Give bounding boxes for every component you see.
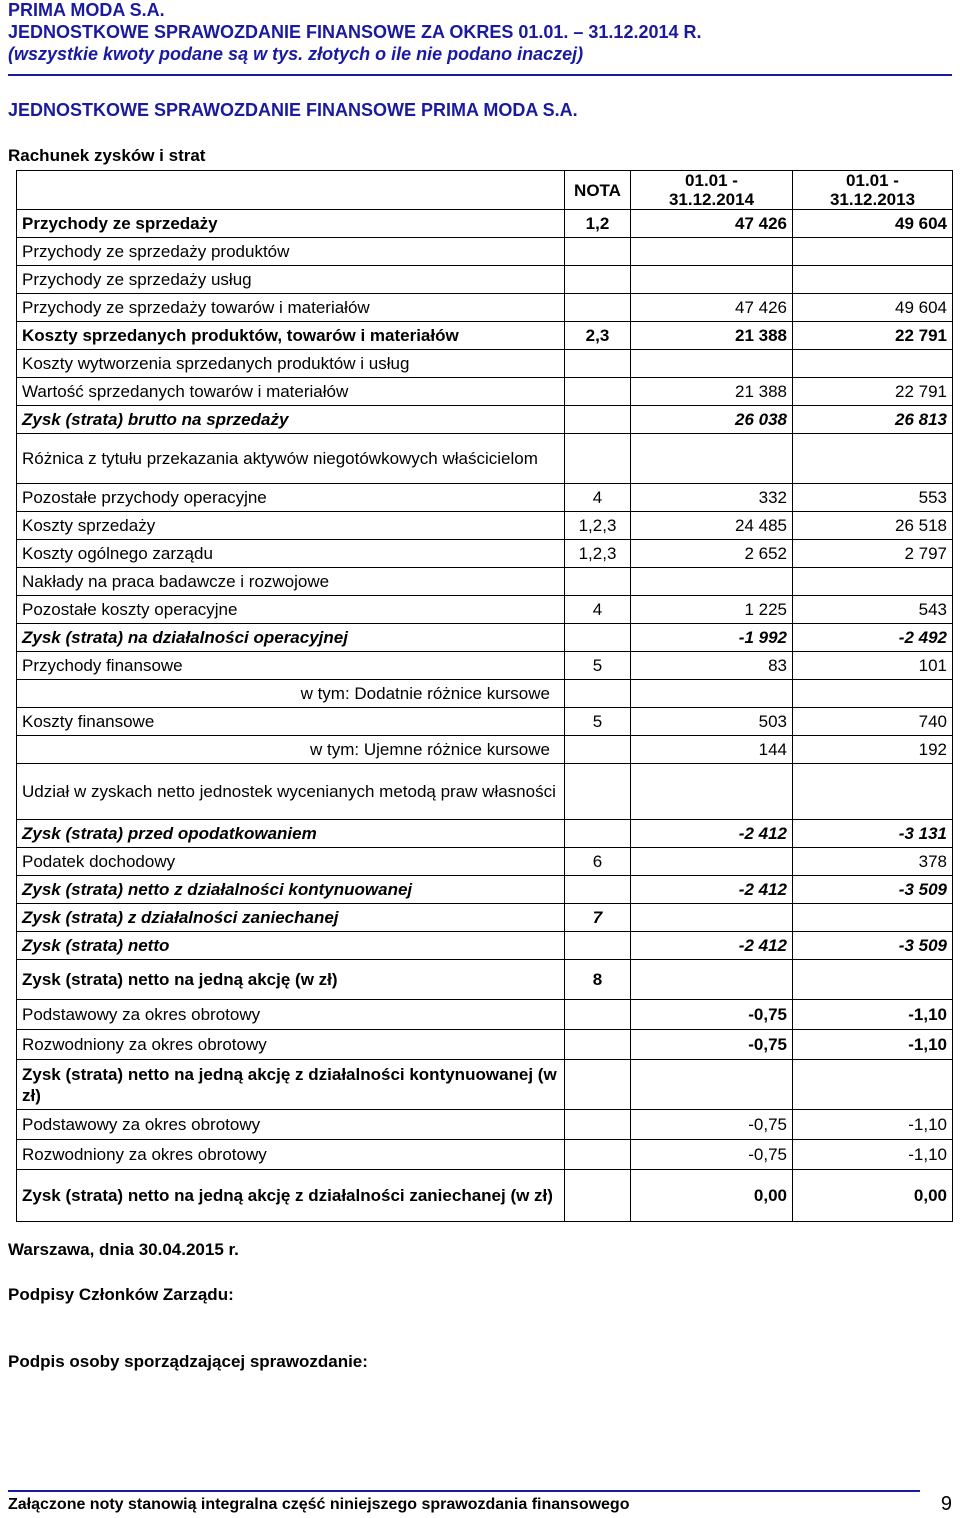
table-row xyxy=(17,484,953,512)
period-2014-line1: 01.01 - xyxy=(685,171,738,190)
row-value-2013: 49 604 xyxy=(793,210,953,238)
row-value-2013: 2 797 xyxy=(793,540,953,568)
row-nota: 7 xyxy=(565,904,631,932)
row-value-2013: 26 518 xyxy=(793,512,953,540)
period-2013-line2: 31.12.2013 xyxy=(829,190,916,209)
row-label: Pozostałe koszty operacyjne xyxy=(17,596,565,624)
row-label: Zysk (strata) na działalności operacyjnej xyxy=(17,624,565,652)
amounts-note: (wszystkie kwoty podane są w tys. złotych o ile nie podano inaczej) xyxy=(8,44,584,64)
row-nota: 1,2 xyxy=(565,210,631,238)
header-blank-cell xyxy=(17,171,565,210)
table-row xyxy=(17,1000,953,1030)
row-value-2013: 22 791 xyxy=(793,322,953,350)
income-statement-table xyxy=(16,170,953,1222)
row-value-2014: 332 xyxy=(631,484,793,512)
row-value-2013 xyxy=(793,266,953,294)
row-value-2014 xyxy=(631,904,793,932)
row-nota: 4 xyxy=(565,484,631,512)
row-value-2013: 553 xyxy=(793,484,953,512)
row-value-2013: -1,10 xyxy=(793,1000,953,1030)
row-nota: 2,3 xyxy=(565,322,631,350)
row-value-2013 xyxy=(793,1060,953,1110)
row-nota: 5 xyxy=(565,708,631,736)
row-value-2014: -0,75 xyxy=(631,1000,793,1030)
row-label: Koszty wytworzenia sprzedanych produktów i usług xyxy=(17,350,565,378)
row-value-2014 xyxy=(631,350,793,378)
row-nota xyxy=(565,568,631,596)
row-nota: 6 xyxy=(565,848,631,876)
row-label: Wartość sprzedanych towarów i materiałów xyxy=(17,378,565,406)
row-label: Przychody ze sprzedaży usług xyxy=(17,266,565,294)
page-number: 9 xyxy=(940,1493,952,1515)
company-name: PRIMA MODA S.A. xyxy=(8,0,165,20)
row-label: Przychody ze sprzedaży produktów xyxy=(17,238,565,266)
row-nota xyxy=(565,876,631,904)
row-label: Koszty sprzedaży xyxy=(17,512,565,540)
row-label: w tym: Dodatnie różnice kursowe xyxy=(17,680,565,708)
row-value-2013 xyxy=(793,434,953,484)
row-value-2013: 101 xyxy=(793,652,953,680)
table-row xyxy=(17,820,953,848)
row-nota xyxy=(565,932,631,960)
row-value-2014 xyxy=(631,764,793,820)
row-label: Przychody ze sprzedaży xyxy=(17,210,565,238)
table-row xyxy=(17,322,953,350)
table-row xyxy=(17,652,953,680)
row-value-2014 xyxy=(631,434,793,484)
table-row xyxy=(17,210,953,238)
row-label: Zysk (strata) z działalności zaniechanej xyxy=(17,904,565,932)
row-value-2014: 47 426 xyxy=(631,210,793,238)
table-row xyxy=(17,540,953,568)
row-nota xyxy=(565,820,631,848)
row-label: Zysk (strata) netto na jedną akcję (w zł) xyxy=(17,960,565,1000)
row-nota xyxy=(565,624,631,652)
row-label: Udział w zyskach netto jednostek wycenianych metodą praw własności xyxy=(17,764,565,820)
table-row xyxy=(17,876,953,904)
period-2014-line2: 31.12.2014 xyxy=(668,190,755,209)
row-value-2014 xyxy=(631,238,793,266)
table-header-row xyxy=(17,171,953,210)
row-nota: 5 xyxy=(565,652,631,680)
row-value-2013: -3 509 xyxy=(793,876,953,904)
row-nota: 1,2,3 xyxy=(565,512,631,540)
row-value-2013: 0,00 xyxy=(793,1170,953,1222)
row-value-2014: -0,75 xyxy=(631,1030,793,1060)
period-2013-column-header xyxy=(793,171,953,210)
row-value-2014: 47 426 xyxy=(631,294,793,322)
row-nota xyxy=(565,1000,631,1030)
row-label: Przychody ze sprzedaży towarów i materiałów xyxy=(17,294,565,322)
row-value-2013: -1,10 xyxy=(793,1110,953,1140)
table-row xyxy=(17,406,953,434)
row-value-2013: 543 xyxy=(793,596,953,624)
row-value-2014 xyxy=(631,680,793,708)
table-row xyxy=(17,1110,953,1140)
row-value-2013 xyxy=(793,350,953,378)
row-label: Zysk (strata) netto xyxy=(17,932,565,960)
row-value-2014: -2 412 xyxy=(631,820,793,848)
row-nota xyxy=(565,1140,631,1170)
row-value-2013: -1,10 xyxy=(793,1140,953,1170)
table-row xyxy=(17,512,953,540)
row-value-2013: 378 xyxy=(793,848,953,876)
row-label: Nakłady na praca badawcze i rozwojowe xyxy=(17,568,565,596)
row-value-2013 xyxy=(793,960,953,1000)
row-value-2013: 26 813 xyxy=(793,406,953,434)
table-row xyxy=(17,1030,953,1060)
table-row xyxy=(17,596,953,624)
table-row xyxy=(17,350,953,378)
table-row xyxy=(17,294,953,322)
row-label: Podstawowy za okres obrotowy xyxy=(17,1000,565,1030)
table-row xyxy=(17,932,953,960)
row-nota xyxy=(565,406,631,434)
row-value-2013: 22 791 xyxy=(793,378,953,406)
table-row xyxy=(17,378,953,406)
row-value-2014: 1 225 xyxy=(631,596,793,624)
table-row xyxy=(17,1170,953,1222)
row-value-2014: -0,75 xyxy=(631,1110,793,1140)
table-row xyxy=(17,434,953,484)
row-label: Podatek dochodowy xyxy=(17,848,565,876)
table-row xyxy=(17,960,953,1000)
row-label: Koszty ogólnego zarządu xyxy=(17,540,565,568)
row-label: Różnica z tytułu przekazania aktywów niegotówkowych właścicielom xyxy=(17,434,565,484)
footer-note: Załączone noty stanowią integralna część niniejszego sprawozdania finansowego xyxy=(8,1496,630,1513)
row-value-2013: 49 604 xyxy=(793,294,953,322)
row-value-2014 xyxy=(631,848,793,876)
table-row xyxy=(17,764,953,820)
row-nota xyxy=(565,434,631,484)
row-nota: 4 xyxy=(565,596,631,624)
row-label: w tym: Ujemne różnice kursowe xyxy=(17,736,565,764)
row-nota xyxy=(565,294,631,322)
row-value-2014 xyxy=(631,1060,793,1110)
row-label: Przychody finansowe xyxy=(17,652,565,680)
section-title: JEDNOSTKOWE SPRAWOZDANIE FINANSOWE PRIMA MODA S.A. xyxy=(8,100,578,120)
row-label: Zysk (strata) netto na jedną akcję z działalności kontynuowanej (w zł) xyxy=(17,1060,565,1110)
row-nota xyxy=(565,736,631,764)
table-row xyxy=(17,1060,953,1110)
table-row xyxy=(17,238,953,266)
row-value-2013: -3 131 xyxy=(793,820,953,848)
row-value-2013: -1,10 xyxy=(793,1030,953,1060)
table-row xyxy=(17,568,953,596)
row-value-2014: -2 412 xyxy=(631,876,793,904)
row-value-2014: 503 xyxy=(631,708,793,736)
row-nota xyxy=(565,238,631,266)
table-row xyxy=(17,736,953,764)
row-label: Pozostałe przychody operacyjne xyxy=(17,484,565,512)
row-label: Zysk (strata) brutto na sprzedaży xyxy=(17,406,565,434)
row-value-2014: -0,75 xyxy=(631,1140,793,1170)
nota-column-header: NOTA xyxy=(565,171,631,210)
row-value-2014: -2 412 xyxy=(631,932,793,960)
row-value-2014: 2 652 xyxy=(631,540,793,568)
row-value-2014: 83 xyxy=(631,652,793,680)
board-signatures-label: Podpisy Członków Zarządu: xyxy=(8,1285,234,1304)
table-row xyxy=(17,1140,953,1170)
table-row xyxy=(17,266,953,294)
row-value-2013 xyxy=(793,238,953,266)
row-value-2014: 24 485 xyxy=(631,512,793,540)
row-value-2013 xyxy=(793,904,953,932)
table-row xyxy=(17,904,953,932)
header-divider xyxy=(8,74,952,76)
row-nota: 1,2,3 xyxy=(565,540,631,568)
row-nota: 8 xyxy=(565,960,631,1000)
place-and-date: Warszawa, dnia 30.04.2015 r. xyxy=(8,1240,239,1259)
row-nota xyxy=(565,1170,631,1222)
row-label: Zysk (strata) netto z działalności kontynuowanej xyxy=(17,876,565,904)
period-2014-column-header xyxy=(631,171,793,210)
report-title: JEDNOSTKOWE SPRAWOZDANIE FINANSOWE ZA OKRES 01.01. – 31.12.2014 R. xyxy=(8,22,702,42)
table-row xyxy=(17,680,953,708)
row-value-2014: 26 038 xyxy=(631,406,793,434)
table-row xyxy=(17,708,953,736)
preparer-signature-label: Podpis osoby sporządzającej sprawozdanie: xyxy=(8,1352,368,1371)
row-nota xyxy=(565,266,631,294)
row-label: Rozwodniony za okres obrotowy xyxy=(17,1140,565,1170)
row-value-2013: -2 492 xyxy=(793,624,953,652)
row-value-2014: 0,00 xyxy=(631,1170,793,1222)
row-value-2014 xyxy=(631,960,793,1000)
row-value-2014 xyxy=(631,568,793,596)
row-label: Podstawowy za okres obrotowy xyxy=(17,1110,565,1140)
row-label: Rozwodniony za okres obrotowy xyxy=(17,1030,565,1060)
row-label: Zysk (strata) netto na jedną akcję z działalności zaniechanej (w zł) xyxy=(17,1170,565,1222)
row-value-2013: 192 xyxy=(793,736,953,764)
row-label: Koszty finansowe xyxy=(17,708,565,736)
statement-title: Rachunek zysków i strat xyxy=(8,146,206,165)
row-value-2013 xyxy=(793,764,953,820)
row-value-2014 xyxy=(631,266,793,294)
table-row xyxy=(17,848,953,876)
row-value-2014: 144 xyxy=(631,736,793,764)
row-nota xyxy=(565,378,631,406)
row-value-2014: 21 388 xyxy=(631,378,793,406)
footer-divider xyxy=(8,1490,920,1492)
row-nota xyxy=(565,1030,631,1060)
row-value-2013 xyxy=(793,680,953,708)
row-value-2013: -3 509 xyxy=(793,932,953,960)
row-label: Zysk (strata) przed opodatkowaniem xyxy=(17,820,565,848)
row-value-2014: -1 992 xyxy=(631,624,793,652)
row-nota xyxy=(565,1060,631,1110)
row-value-2013 xyxy=(793,568,953,596)
row-nota xyxy=(565,764,631,820)
row-value-2014: 21 388 xyxy=(631,322,793,350)
row-label: Koszty sprzedanych produktów, towarów i materiałów xyxy=(17,322,565,350)
table-row xyxy=(17,624,953,652)
row-value-2013: 740 xyxy=(793,708,953,736)
row-nota xyxy=(565,680,631,708)
row-nota xyxy=(565,1110,631,1140)
period-2013-line1: 01.01 - xyxy=(846,171,899,190)
row-nota xyxy=(565,350,631,378)
